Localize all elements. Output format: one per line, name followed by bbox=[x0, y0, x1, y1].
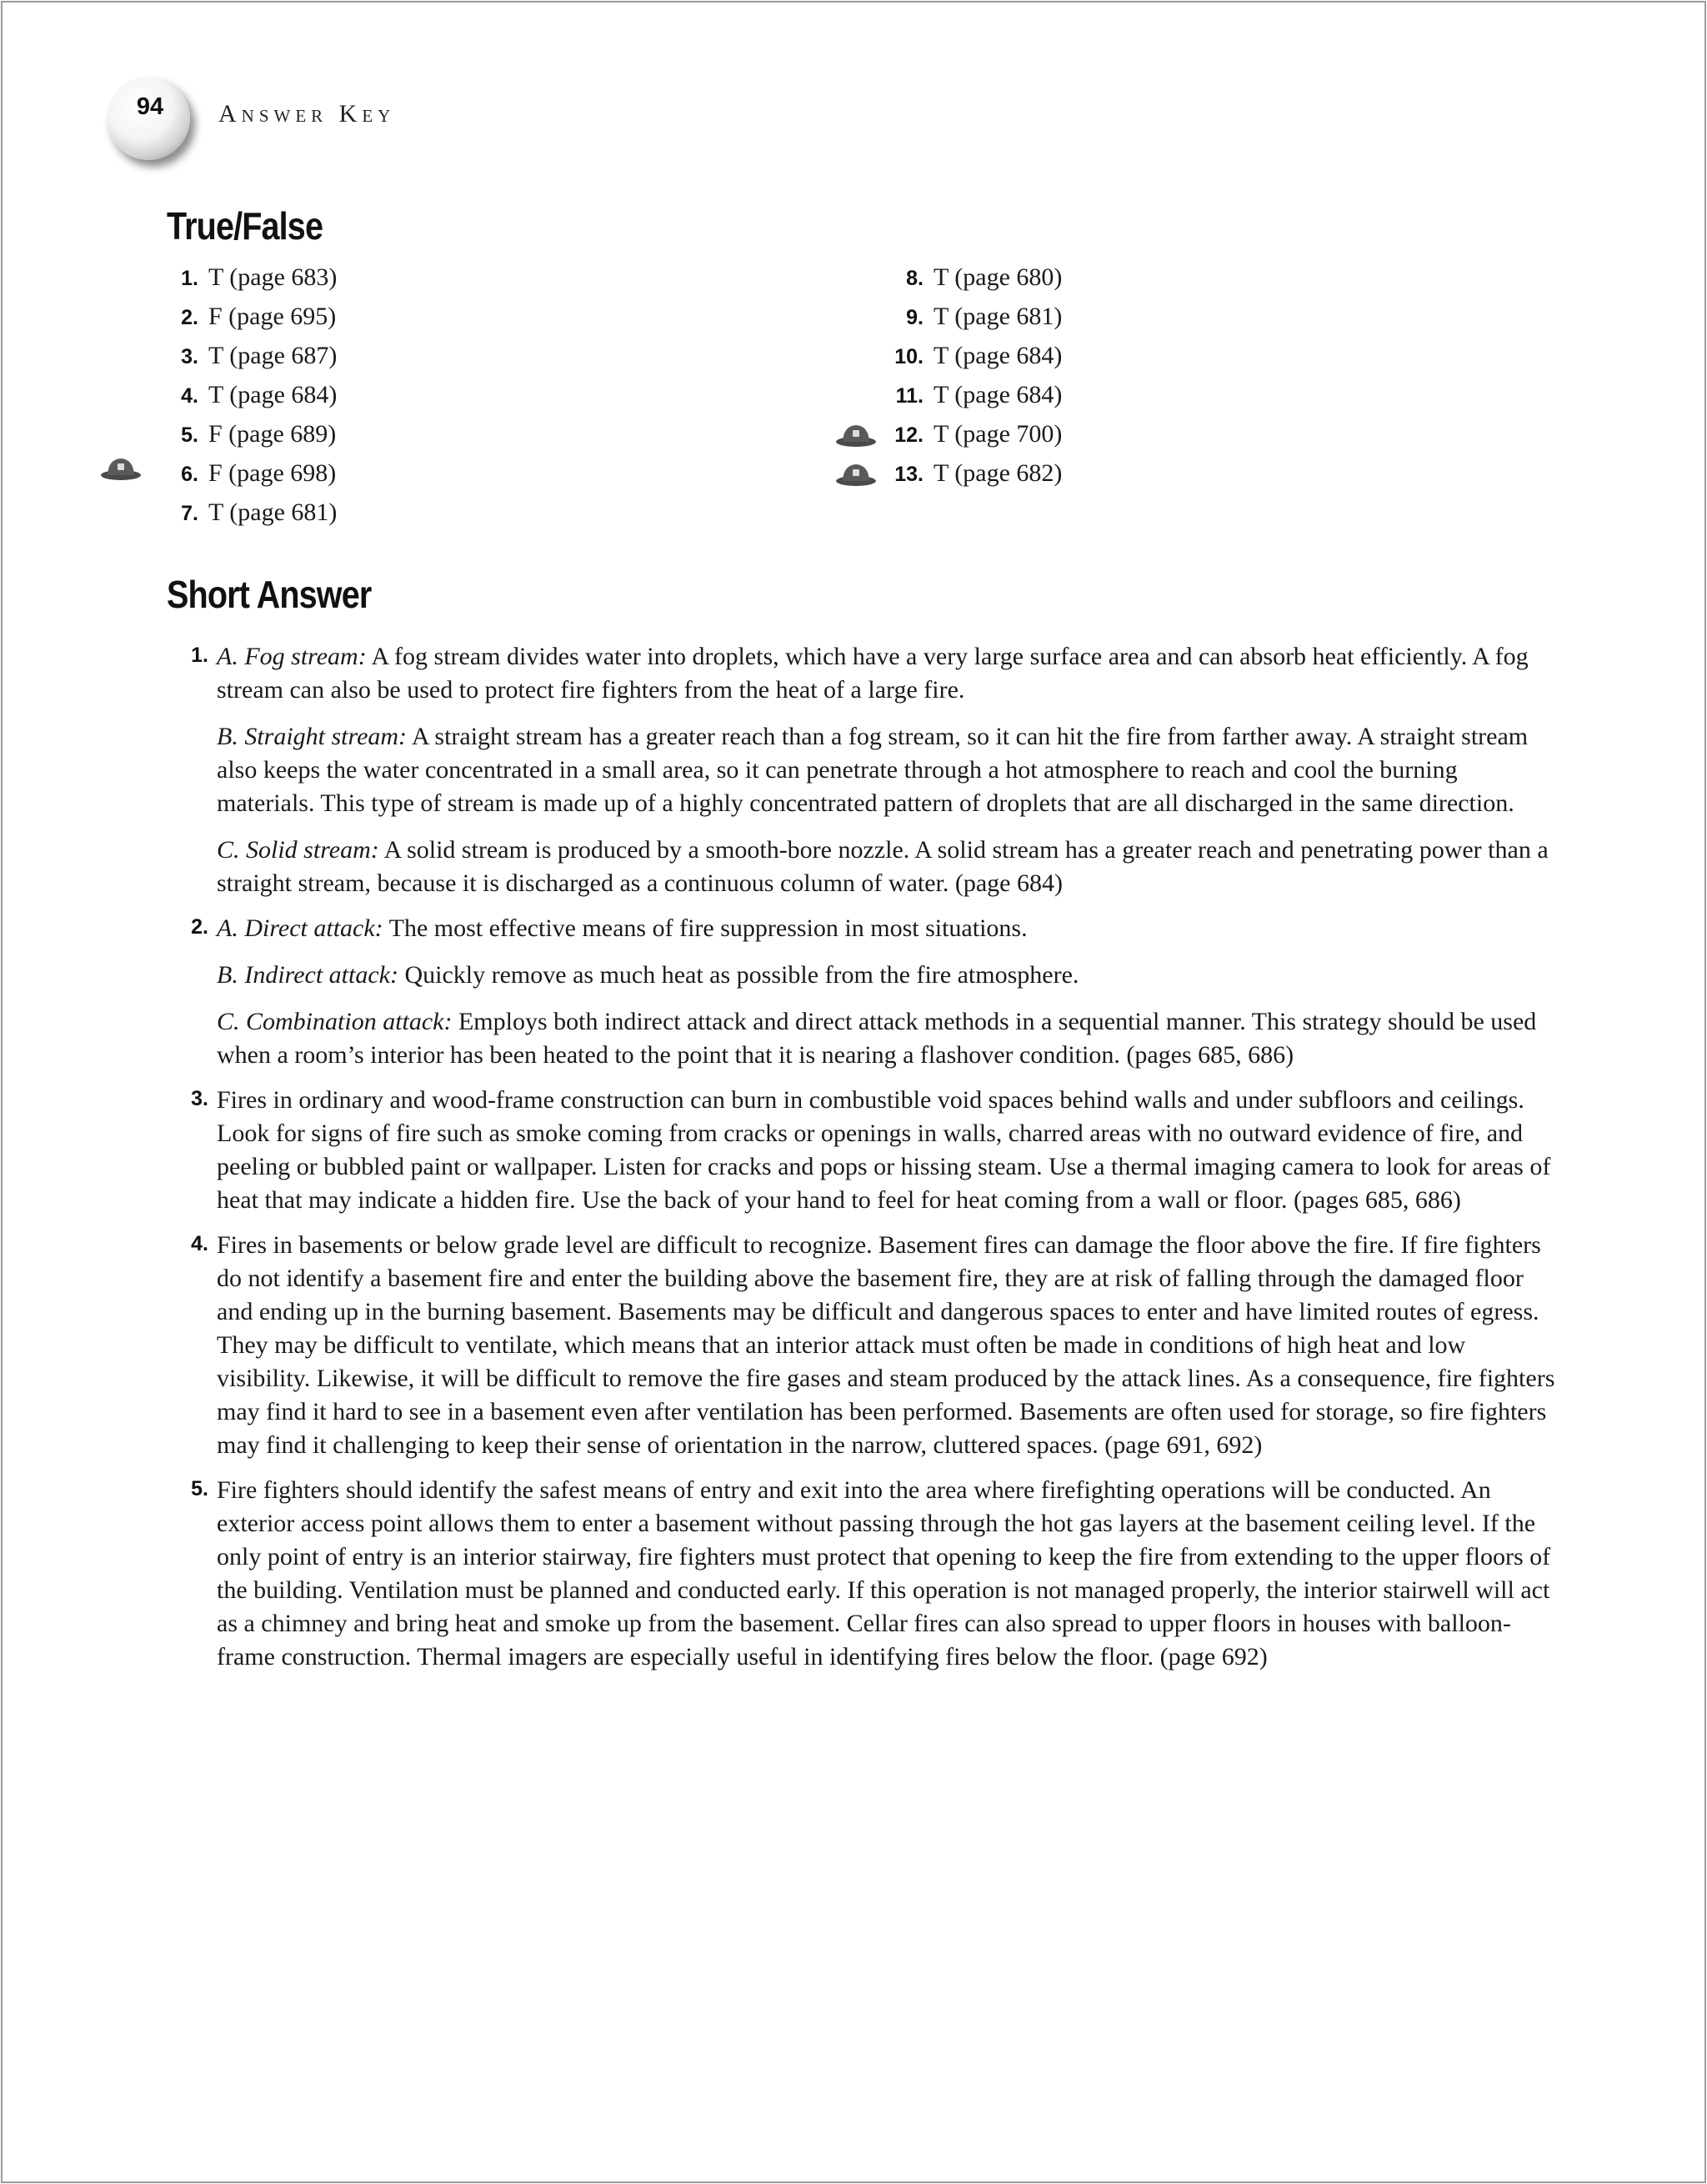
answer-term: B. Indirect attack: bbox=[217, 961, 398, 989]
answer-paragraph bbox=[217, 1229, 1559, 1462]
short-answer-list bbox=[158, 640, 1559, 1686]
page-number: 94 bbox=[136, 93, 164, 120]
short-answer-item bbox=[158, 1084, 1559, 1217]
true-false-column-right bbox=[875, 263, 1062, 498]
answer-text: A fog stream divides water into droplets, which have a very large surface area and can absorb heat efficiently. A fog stream can also be used to protect fire fighters from the heat of a large fire. bbox=[217, 643, 1529, 704]
tf-item-answer: T (page 700) bbox=[934, 420, 1063, 448]
short-answer-number: 5. bbox=[191, 1477, 208, 1500]
tf-item bbox=[875, 303, 1062, 342]
answer-paragraph bbox=[217, 1084, 1559, 1217]
helmet-icon bbox=[835, 462, 877, 487]
true-false-column-left bbox=[158, 263, 337, 538]
answer-paragraph bbox=[217, 1474, 1559, 1674]
tf-item bbox=[158, 459, 337, 498]
tf-item-answer: T (page 681) bbox=[208, 498, 338, 526]
tf-item-answer: F (page 695) bbox=[208, 303, 337, 330]
answer-text: Fires in basements or below grade level are difficult to recognize. Basement fires can damage the floor above the fire. If fire fighters do not identify a basement fire and enter the building above the basement fire, they are at risk of falling through the damaged floor and ending up in the burning basement. Basements may be difficult and dangerous spaces to enter and have limited routes of egress. They may be difficult to ventilate, which means that an interior attack must often be made in conditions of high heat and low visibility. Likewise, it will be difficult to remove the fire gases and steam produced by the attack lines. As a consequence, fire fighters may find it hard to see in a basement even after ventilation has been performed. Basements are often used for storage, so fire fighters may find it challenging to keep their sense of orientation in the narrow, cluttered spaces. (page 691, 692) bbox=[217, 1231, 1555, 1459]
answer-text: A solid stream is produced by a smooth-bore nozzle. A solid stream has a greater reach and penetrating power than a straight stream, because it is discharged as a continuous column of water. (page 684) bbox=[217, 836, 1549, 897]
tf-item bbox=[158, 381, 337, 420]
answer-text: A straight stream has a greater reach than a fog stream, so it can hit the fire from farther away. A straight stream also keeps the water concentrated in a small area, so it can penetrate through a hot atmosphere to reach and cool the burning materials. This type of stream is made up of a highly concentrated pattern of droplets that are all discharged in the same direction. bbox=[217, 723, 1529, 817]
tf-item-number: 7. bbox=[181, 502, 198, 525]
tf-item bbox=[158, 342, 337, 381]
tf-item-answer: T (page 682) bbox=[934, 459, 1063, 487]
tf-item bbox=[158, 263, 337, 303]
tf-item bbox=[875, 459, 1062, 498]
answer-term: B. Straight stream: bbox=[217, 723, 408, 750]
tf-item-number: 12. bbox=[894, 423, 924, 447]
tf-item bbox=[875, 263, 1062, 303]
short-answer-item bbox=[158, 912, 1559, 1072]
tf-item bbox=[875, 420, 1062, 459]
short-answer-number: 2. bbox=[191, 915, 208, 939]
answer-term: C. Solid stream: bbox=[217, 836, 379, 864]
tf-item-answer: T (page 684) bbox=[934, 342, 1063, 369]
answer-paragraph bbox=[217, 640, 1559, 707]
tf-item-number: 8. bbox=[906, 267, 924, 290]
answer-paragraph bbox=[217, 720, 1559, 820]
tf-item-number: 13. bbox=[894, 463, 924, 486]
tf-item-number: 1. bbox=[181, 267, 198, 290]
short-answer-item bbox=[158, 1474, 1559, 1674]
tf-item-answer: T (page 684) bbox=[208, 381, 338, 408]
answer-text: The most effective means of fire suppression in most situations. bbox=[383, 914, 1028, 942]
tf-item-answer: F (page 689) bbox=[208, 420, 337, 448]
tf-item-answer: T (page 684) bbox=[934, 381, 1063, 408]
tf-item bbox=[875, 342, 1062, 381]
running-head: Answer Key bbox=[218, 100, 396, 128]
answer-term: C. Combination attack: bbox=[217, 1008, 453, 1035]
tf-item-number: 5. bbox=[181, 423, 198, 447]
answer-paragraph bbox=[217, 834, 1559, 900]
tf-item-number: 2. bbox=[181, 306, 198, 329]
answer-paragraph bbox=[217, 1005, 1559, 1072]
short-answer-item bbox=[158, 640, 1559, 900]
short-answer-item bbox=[158, 1229, 1559, 1462]
answer-text: Fire fighters should identify the safest means of entry and exit into the area where firefighting operations will be conducted. An exterior access point allows them to enter a basement without passing through the hot gas layers at the basement ceiling level. If the only point of entry is an interior stairway, fire fighters must protect that opening to keep the fire from extending to the upper floors of the building. Ventilation must be planned and conducted early. If this operation is not managed properly, the interior stairwell will act as a chimney and bring heat and smoke up from the basement. Cellar fires can also spread to upper floors in houses with balloon-frame construction. Thermal imagers are especially useful in identifying fires below the floor. (page 692) bbox=[217, 1476, 1551, 1671]
short-answer-heading: Short Answer bbox=[167, 573, 372, 616]
answer-paragraph bbox=[217, 959, 1559, 992]
tf-item-answer: T (page 680) bbox=[934, 263, 1063, 291]
tf-item-answer: T (page 687) bbox=[208, 342, 338, 369]
tf-item-number: 11. bbox=[895, 384, 924, 408]
tf-item-number: 4. bbox=[181, 384, 198, 408]
helmet-icon bbox=[100, 456, 142, 481]
tf-item bbox=[158, 303, 337, 342]
short-answer-number: 3. bbox=[191, 1087, 208, 1110]
short-answer-number: 1. bbox=[191, 644, 208, 667]
tf-item-number: 9. bbox=[906, 306, 924, 329]
tf-item bbox=[875, 381, 1062, 420]
tf-item bbox=[158, 498, 337, 538]
tf-item-answer: T (page 683) bbox=[208, 263, 338, 291]
short-answer-number: 4. bbox=[191, 1232, 208, 1255]
tf-item-number: 6. bbox=[181, 463, 198, 486]
tf-item-number: 3. bbox=[181, 345, 198, 368]
answer-paragraph bbox=[217, 912, 1559, 945]
tf-item-number: 10. bbox=[894, 345, 924, 368]
answer-text: Quickly remove as much heat as possible from the fire atmosphere. bbox=[398, 961, 1079, 989]
true-false-heading: True/False bbox=[167, 204, 323, 248]
answer-term: A. Fog stream: bbox=[217, 643, 367, 670]
answer-term: A. Direct attack: bbox=[217, 914, 383, 942]
tf-item-answer: T (page 681) bbox=[934, 303, 1063, 330]
tf-item bbox=[158, 420, 337, 459]
tf-item-answer: F (page 698) bbox=[208, 459, 337, 487]
helmet-icon bbox=[835, 423, 877, 448]
answer-text: Employs both indirect attack and direct attack methods in a sequential manner. This strategy should be used when a room’s interior has been heated to the point that it is nearing a flashover condition. (pages 685, 686) bbox=[217, 1008, 1537, 1069]
answer-text: Fires in ordinary and wood-frame construction can burn in combustible void spaces behind walls and under subfloors and ceilings. Look for signs of fire such as smoke coming from cracks or openings in walls, charred areas with no outward evidence of fire, and peeling or bubbled paint or wallpaper. Listen for cracks and pops or hissing steam. Use a thermal imaging camera to look for areas of heat that may indicate a hidden fire. Use the back of your hand to feel for heat coming from a wall or floor. (pages 685, 686) bbox=[217, 1086, 1551, 1214]
